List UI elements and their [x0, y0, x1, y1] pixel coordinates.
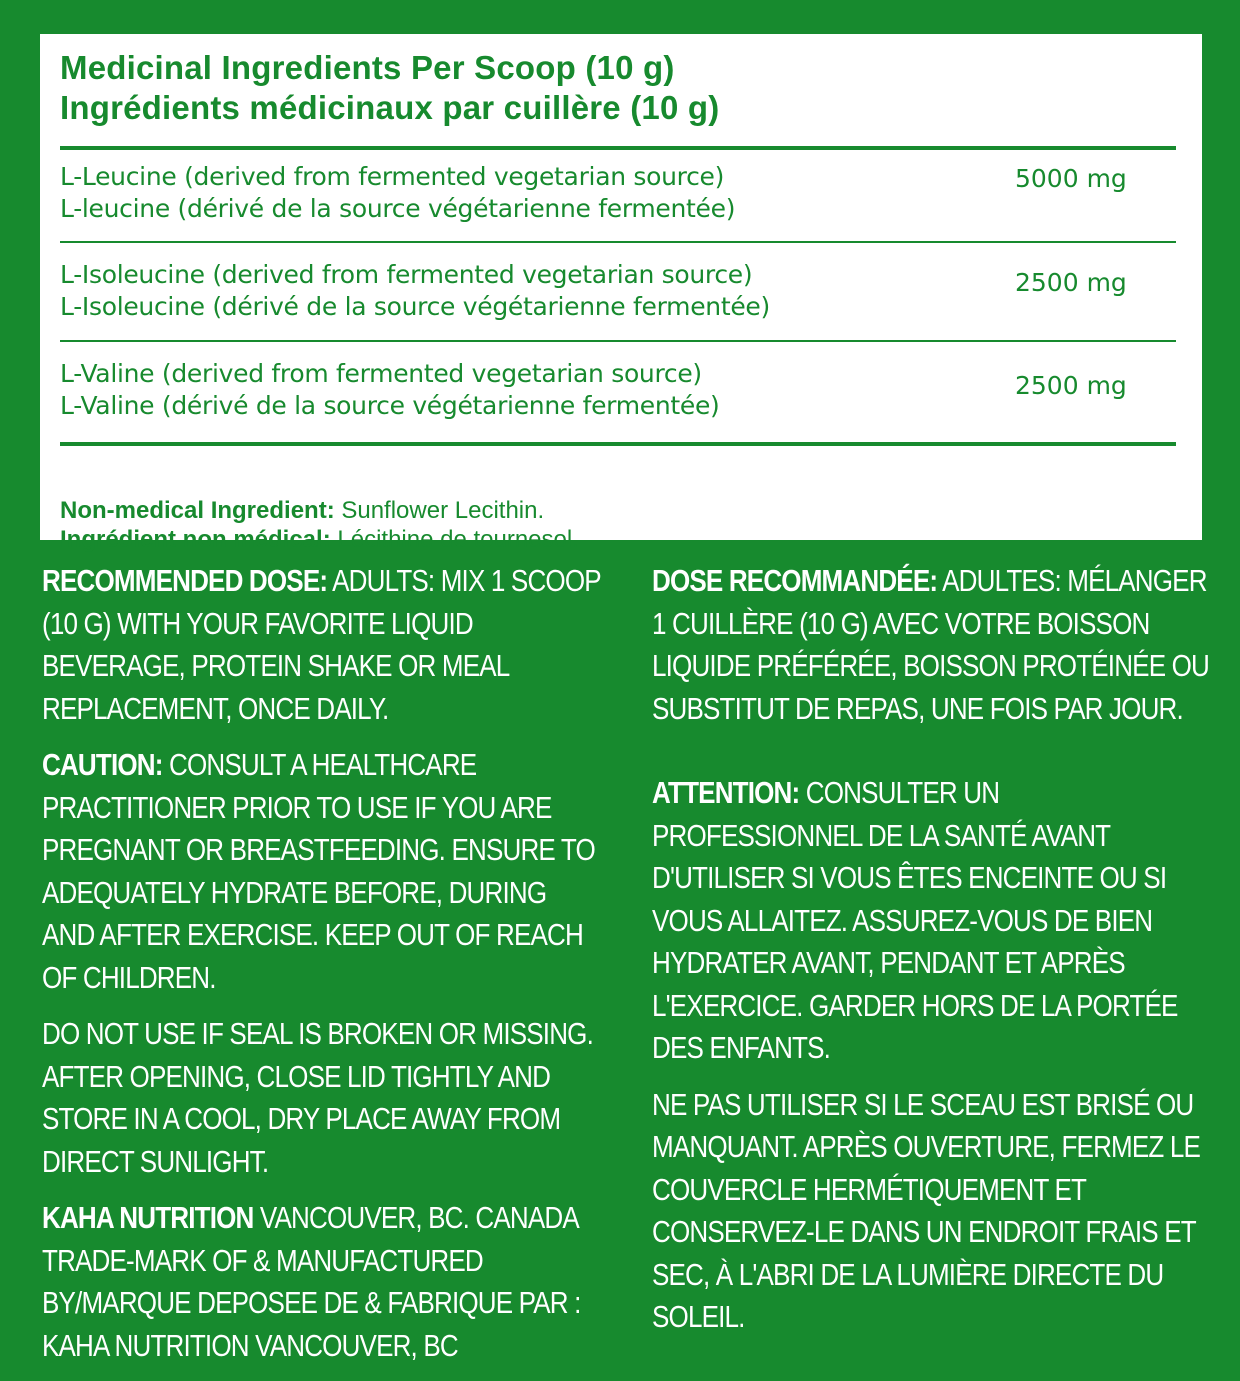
ingredient-name-en: L-Isoleucine (derived from fermented vegetarian source): [60, 260, 753, 289]
non-medical-french: [60, 525, 579, 554]
english-directions-column: [42, 560, 602, 1381]
divider-bottom: [60, 442, 1176, 446]
company-text: VANCOUVER, BC. CANADA TRADE-MARK OF & MANUFACTURED BY/MARQUE DEPOSEE DE & FABRIQUE PAR : KAHA NUTRITION VANCOUVER, BC: [42, 1200, 581, 1363]
dose-text-en: ADULTS: MIX 1 SCOOP (10 G) WITH YOUR FAVORITE LIQUID BEVERAGE, PROTEIN SHAKE OR MEAL REPLACEMENT, ONCE DAILY.: [42, 563, 601, 726]
seal-warning-en: DO NOT USE IF SEAL IS BROKEN OR MISSING. AFTER OPENING, CLOSE LID TIGHTLY AND STORE IN A COOL, DRY PLACE AWAY FROM DIRECT SUNLIGHT.: [42, 1016, 593, 1179]
ingredient-amount: 2500 mg: [1015, 371, 1127, 400]
recommended-dose-fr: [652, 560, 1212, 730]
divider: [60, 241, 1176, 243]
dose-text-fr: ADULTES: MÉLANGER 1 CUILLÈRE (10 G) AVEC VOTRE BOISSON LIQUIDE PRÉFÉRÉE, BOISSON PROTÉINÉE OU SUBSTITUT DE REPAS, UNE FOIS PAR JOUR.: [652, 563, 1209, 726]
ingredient-row-valine: [60, 358, 1176, 428]
attention-text-fr: CONSULTER UN PROFESSIONNEL DE LA SANTÉ AVANT D'UTILISER SI VOUS ÊTES ENCEINTE OU SI VOUS ALLAITEZ. ASSUREZ-VOUS DE BIEN HYDRATER AVANT, PENDANT ET APRÈS L'EXERCICE. GARDER HORS DE LA PORTÉE DES ENFANTS.: [652, 775, 1178, 1065]
dose-label-en: RECOMMENDED DOSE:: [42, 563, 328, 598]
recommended-dose-en: [42, 560, 602, 730]
non-medical-english: [60, 496, 579, 525]
title-french: Ingrédients médicinaux par cuillère (10 g): [60, 89, 720, 126]
french-directions-column: [652, 560, 1212, 1353]
divider-top: [60, 146, 1176, 150]
ingredient-name: [60, 259, 770, 323]
ingredient-name-fr: L-leucine (dérivé de la source végétarienne fermentée): [60, 194, 736, 223]
ingredient-name-fr: L-Isoleucine (dérivé de la source végétarienne fermentée): [60, 292, 770, 321]
company-name: KAHA NUTRITION: [42, 1200, 254, 1235]
ingredient-name-en: L-Valine (derived from fermented vegetarian source): [60, 359, 702, 388]
caution-text-en: CONSULT A HEALTHCARE PRACTITIONER PRIOR TO USE IF YOU ARE PREGNANT OR BREASTFEEDING. ENSURE TO ADEQUATELY HYDRATE BEFORE, DURING AND AFTER EXERCISE. KEEP OUT OF REACH OF CHILDREN.: [42, 747, 595, 995]
panel-title: [60, 48, 719, 128]
non-medical-ingredient: [60, 496, 579, 554]
medicinal-ingredients-panel: [40, 34, 1202, 553]
title-english: Medicinal Ingredients Per Scoop (10 g): [60, 49, 675, 86]
caution-label-en: CAUTION:: [42, 747, 163, 782]
non-medical-value-fr: Lécithine de tournesol.: [330, 526, 579, 553]
non-medical-value-en: Sunflower Lecithin.: [334, 497, 545, 524]
ingredient-amount: 2500 mg: [1015, 268, 1127, 297]
seal-warning-fr: NE PAS UTILISER SI LE SCEAU EST BRISÉ OU MANQUANT. APRÈS OUVERTURE, FERMEZ LE COUVERCLE HERMÉTIQUEMENT ET CONSERVEZ-LE DANS UN ENDROIT FRAIS ET SEC, À L'ABRI DE LA LUMIÈRE DIRECTE DU SOLEIL.: [652, 1086, 1201, 1334]
ingredient-row-isoleucine: [60, 259, 1176, 329]
ingredient-name: [60, 358, 720, 422]
company-info-en: [42, 1197, 602, 1367]
ingredient-name-en: L-Leucine (derived from fermented vegetarian source): [60, 162, 725, 191]
non-medical-label-en: Non-medical Ingredient:: [60, 497, 335, 524]
attention-label-fr: ATTENTION:: [652, 775, 800, 810]
caution-en: [42, 744, 602, 999]
ingredient-name: [60, 161, 735, 225]
ingredient-row-leucine: [60, 161, 1176, 231]
attention-fr: [652, 772, 1212, 1070]
ingredient-amount: 5000 mg: [1015, 164, 1127, 193]
divider: [60, 340, 1176, 342]
ingredient-name-fr: L-Valine (dérivé de la source végétarienne fermentée): [60, 391, 720, 420]
dose-label-fr: DOSE RECOMMANDÉE:: [652, 563, 938, 598]
non-medical-label-fr: Ingrédient non médical:: [60, 526, 331, 553]
